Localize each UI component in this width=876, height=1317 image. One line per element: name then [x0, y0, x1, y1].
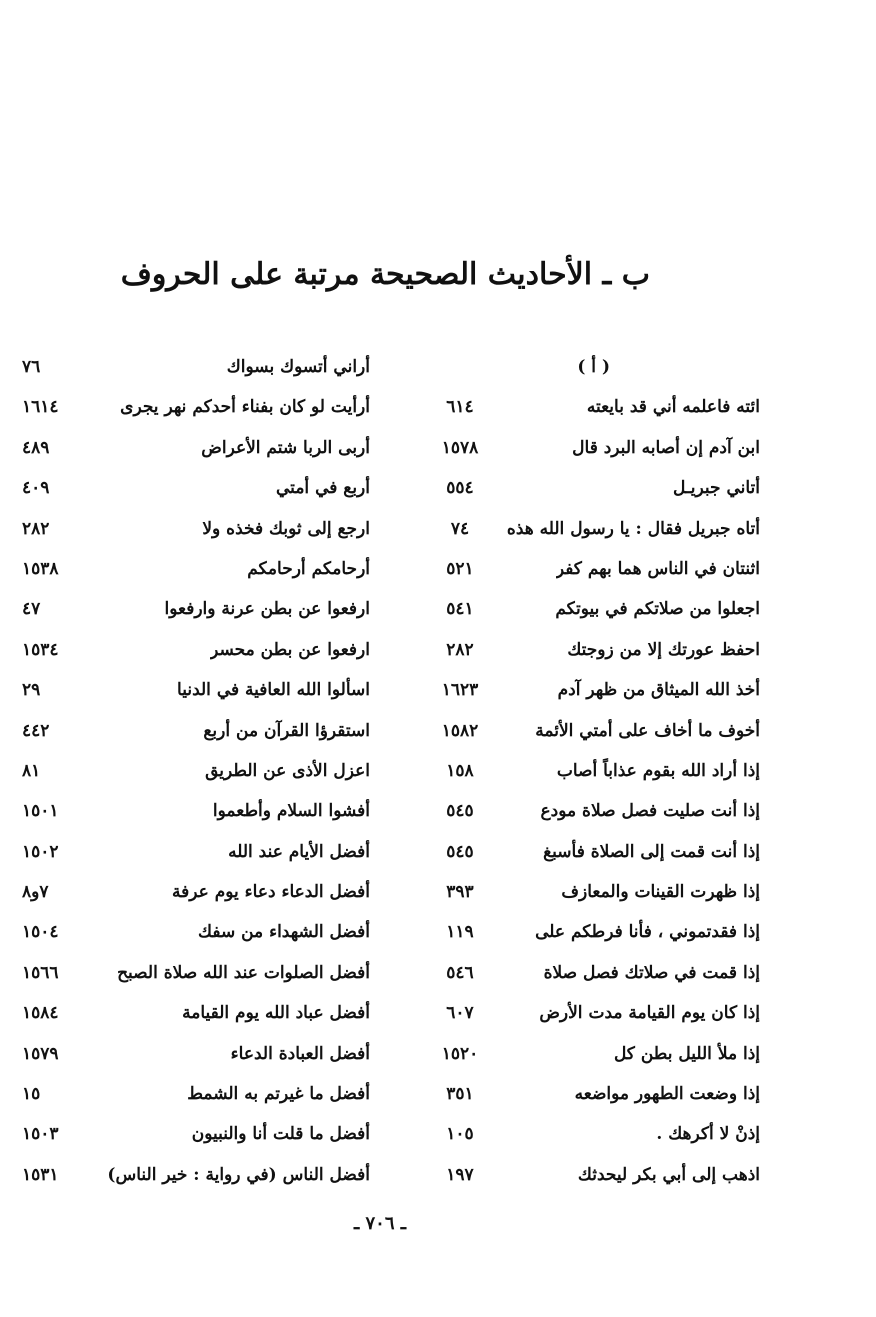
index-entry — [22, 1114, 370, 1154]
hadith-number: ١٠٥ — [446, 1124, 474, 1145]
hadith-number: ٦١٤ — [446, 397, 474, 418]
hadith-incipit: أفضل العبادة الدعاء — [230, 1043, 370, 1064]
hadith-number: ٤٧ — [22, 599, 41, 620]
hadith-incipit: ائته فاعلمه أني قد بايعته — [586, 397, 760, 418]
index-entry — [428, 832, 760, 872]
page-title: ب ـ الأحاديث الصحيحة مرتبة على الحروف — [120, 257, 650, 292]
hadith-number: ٤٠٩ — [22, 478, 50, 499]
hadith-number: ٥٤٦ — [446, 962, 474, 983]
hadith-incipit: ارفعوا عن بطن محسر — [210, 639, 370, 660]
hadith-incipit: أخذ الله الميثاق من ظهر آدم — [557, 680, 760, 701]
index-entry — [428, 670, 760, 710]
hadith-number: ٢٩ — [22, 680, 41, 701]
hadith-incipit: أراني أتسوك بسواك — [226, 357, 370, 377]
hadith-number: ٣٥١ — [446, 1084, 474, 1105]
index-entry — [428, 711, 760, 751]
index-entry — [22, 630, 370, 670]
hadith-incipit: أرأيت لو كان بفناء أحدكم نهر يجرى — [120, 397, 370, 418]
index-entry — [428, 912, 760, 952]
hadith-incipit: إذا أنت قمت إلى الصلاة فأسبغ — [543, 841, 760, 862]
hadith-incipit: أفضل الشهداء من سفك — [198, 922, 370, 943]
index-entry — [428, 791, 760, 831]
index-entry — [428, 630, 760, 670]
index-entry — [22, 1074, 370, 1114]
left-column — [22, 347, 370, 1195]
hadith-number: ١٥٢٠ — [441, 1043, 479, 1064]
hadith-number: ١٥٣١ — [22, 1164, 59, 1185]
index-entry — [428, 1114, 760, 1154]
index-entry — [428, 589, 760, 629]
hadith-number: ٢٨٢ — [22, 518, 50, 539]
hadith-number: ٢٨٢ — [446, 639, 474, 660]
index-entry — [428, 953, 760, 993]
hadith-incipit: أفضل الأيام عند الله — [228, 841, 370, 862]
hadith-incipit: إذا أراد الله بقوم عذاباً أصاب — [556, 760, 760, 781]
hadith-incipit: أفضل ما غيرتم به الشمط — [187, 1084, 370, 1105]
hadith-incipit: اعزل الأذى عن الطريق — [205, 760, 370, 781]
hadith-number: ١٥٣٨ — [22, 558, 59, 579]
hadith-number: ٣٩٣ — [446, 882, 474, 903]
hadith-incipit: ابن آدم إن أصابه البرد قال — [572, 437, 760, 458]
hadith-number: ١٥٨٤ — [22, 1003, 59, 1024]
hadith-number: ٥٢١ — [446, 558, 474, 579]
hadith-incipit: إذا وضعت الطهور مواضعه — [574, 1084, 760, 1105]
index-entry — [428, 468, 760, 508]
hadith-number: ١٥٣٤ — [22, 639, 59, 660]
hadith-incipit: إذا كان يوم القيامة مدت الأرض — [539, 1003, 760, 1024]
hadith-incipit: إذا ملأ الليل بطن كل — [613, 1043, 760, 1064]
index-entry — [428, 1034, 760, 1074]
hadith-incipit: أتاه جبريل فقال : يا رسول الله هذه — [506, 518, 760, 539]
hadith-number: ٥٤١ — [446, 599, 474, 620]
hadith-incipit: أتاني جبريـل — [672, 478, 760, 499]
hadith-incipit: اجعلوا من صلاتكم في بيوتكم — [555, 599, 760, 620]
hadith-number: ١٦٢٣ — [441, 680, 479, 701]
hadith-number: ١٥٠٢ — [22, 841, 59, 862]
index-entry — [22, 711, 370, 751]
index-entry — [22, 1034, 370, 1074]
hadith-number: ١٥٠٤ — [22, 922, 59, 943]
hadith-incipit: إذا فقدتموني ، فأنا فرطكم على — [535, 922, 760, 943]
hadith-incipit: اذهب إلى أبي بكر ليحدثك — [577, 1164, 760, 1185]
hadith-incipit: إذنْ لا أكرهك . — [656, 1124, 760, 1145]
hadith-incipit: ارجع إلى ثوبك فخذه ولا — [202, 518, 370, 539]
hadith-incipit: أربى الربا شتم الأعراض — [201, 437, 370, 458]
index-entry — [428, 993, 760, 1033]
hadith-incipit: إذا قمت في صلاتك فصل صلاة — [543, 962, 760, 983]
index-entry — [22, 953, 370, 993]
hadith-incipit: أفضل ما قلت أنا والنبيون — [191, 1124, 370, 1145]
index-entry — [22, 589, 370, 629]
hadith-number: ١٥٠١ — [22, 801, 59, 822]
hadith-number: ٤٨٩ — [22, 437, 50, 458]
hadith-incipit: أفضل الدعاء دعاء يوم عرفة — [172, 882, 370, 903]
hadith-number: ١٥٨ — [446, 760, 474, 781]
right-column — [428, 347, 760, 1195]
index-entry — [22, 387, 370, 427]
index-entry — [22, 509, 370, 549]
hadith-incipit: أفضل الناس (في رواية : خير الناس) — [107, 1164, 370, 1185]
index-entry — [428, 751, 760, 791]
index-entry — [22, 993, 370, 1033]
index-entry — [428, 549, 760, 589]
hadith-number: ١٥٧٨ — [441, 437, 479, 458]
hadith-incipit: احفظ عورتك إلا من زوجتك — [567, 639, 760, 660]
hadith-incipit: أربع في أمتي — [276, 478, 370, 499]
hadith-number: ٥٤٥ — [446, 801, 474, 822]
index-entry — [22, 347, 370, 387]
index-entry — [22, 428, 370, 468]
section-letter-heading: ( أ ) — [577, 357, 610, 377]
index-entry — [22, 1155, 370, 1195]
hadith-number: ١٥ — [22, 1084, 41, 1105]
hadith-incipit: ارفعوا عن بطن عرنة وارفعوا — [164, 599, 370, 620]
hadith-incipit: أفضل الصلوات عند الله صلاة الصبح — [117, 962, 370, 983]
hadith-number: ١٥٦٦ — [22, 962, 59, 983]
index-entry — [428, 872, 760, 912]
hadith-incipit: اثنتان في الناس هما بهم كفر — [555, 558, 760, 579]
index-entry — [22, 468, 370, 508]
index-entry — [22, 832, 370, 872]
hadith-number: ١٥٠٣ — [22, 1124, 59, 1145]
hadith-number: ١٥٨٢ — [441, 720, 479, 741]
hadith-number: ١٩٧ — [446, 1164, 474, 1185]
index-entry — [22, 872, 370, 912]
hadith-incipit: أرحامكم أرحامكم — [247, 558, 370, 579]
hadith-number: ٨١ — [22, 760, 41, 781]
index-entry — [428, 509, 760, 549]
index-entry — [22, 912, 370, 952]
index-entry — [428, 1074, 760, 1114]
hadith-number: ٧٤ — [450, 518, 470, 539]
hadith-incipit: إذا ظهرت القينات والمعازف — [561, 882, 760, 903]
hadith-number: ٥٤٥ — [446, 841, 474, 862]
hadith-number: ١١٩ — [446, 922, 474, 943]
index-entry — [22, 670, 370, 710]
hadith-incipit: استقرؤا القرآن من أربع — [203, 720, 370, 741]
index-entry — [22, 791, 370, 831]
page-number: ـ ٧٠٦ ـ — [353, 1213, 407, 1234]
hadith-number: ١٥٧٩ — [22, 1043, 59, 1064]
hadith-number: ٧و٨ — [22, 882, 49, 903]
index-entry — [22, 751, 370, 791]
hadith-incipit: أفضل عباد الله يوم القيامة — [182, 1003, 370, 1024]
hadith-number: ٧٦ — [22, 357, 41, 377]
hadith-incipit: أخوف ما أخاف على أمتي الأئمة — [535, 720, 760, 741]
hadith-incipit: اسألوا الله العافية في الدنيا — [177, 680, 370, 701]
hadith-number: ٤٤٢ — [22, 720, 50, 741]
hadith-incipit: إذا أنت صليت فصل صلاة مودع — [540, 801, 760, 822]
index-entry — [428, 387, 760, 427]
hadith-incipit: أفشوا السلام وأطعموا — [212, 801, 370, 822]
index-entry — [428, 428, 760, 468]
index-entry — [428, 1155, 760, 1195]
index-entry — [22, 549, 370, 589]
hadith-number: ١٦١٤ — [22, 397, 59, 418]
hadith-number: ٥٥٤ — [446, 478, 474, 499]
hadith-number: ٦٠٧ — [446, 1003, 474, 1024]
